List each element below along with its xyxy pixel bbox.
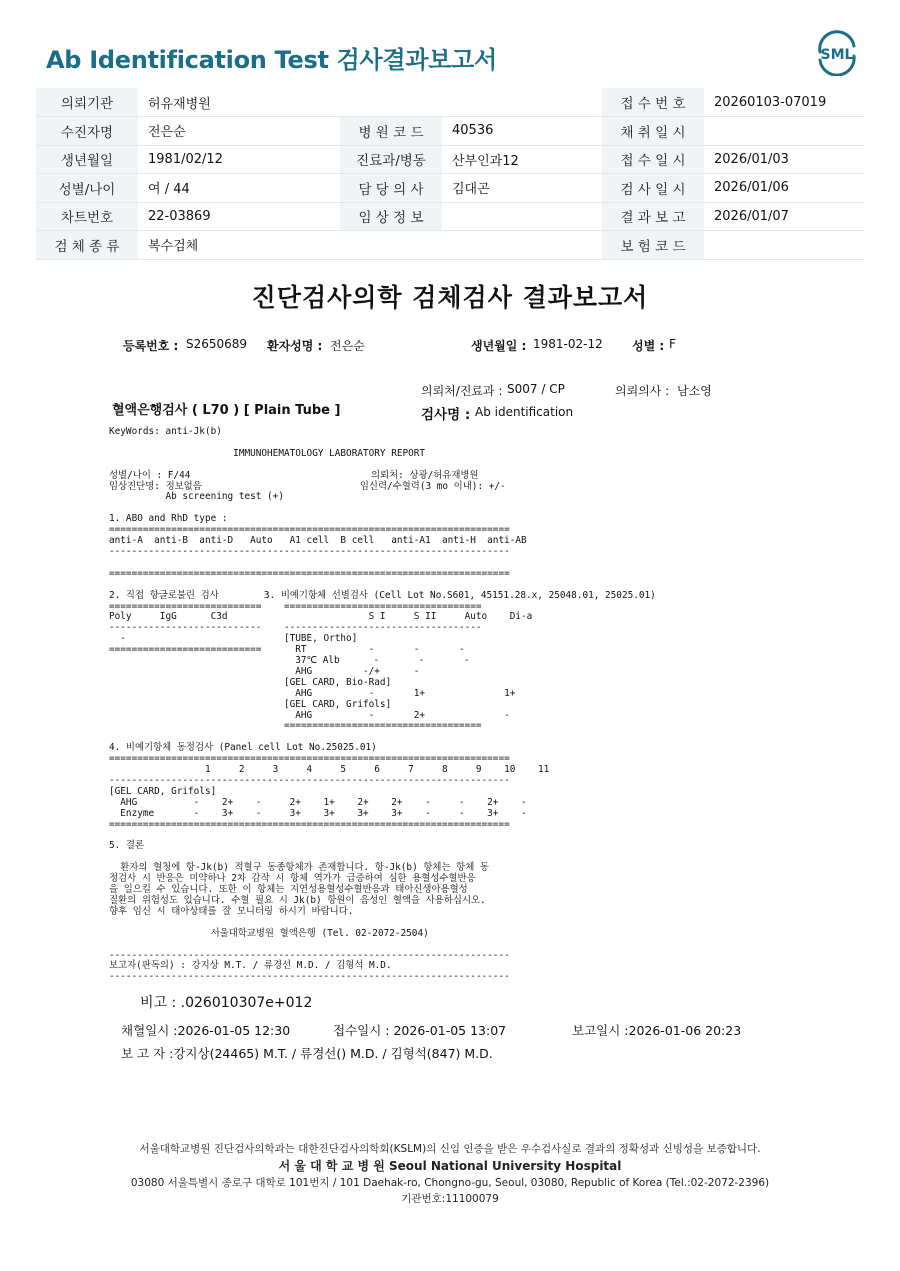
reporter-value: 강지상(24465) M.T. / 류경선() M.D. / 김형석(847) M.D. bbox=[173, 1046, 493, 1061]
collected-label: 채혈일시 : bbox=[121, 1023, 178, 1038]
info-value: 여 / 44 bbox=[138, 174, 340, 203]
info-label: 검 사 일 시 bbox=[602, 174, 704, 203]
collected-value: 2026-01-05 12:30 bbox=[177, 1023, 291, 1038]
info-value bbox=[704, 117, 864, 146]
sml-logo bbox=[812, 30, 862, 76]
info-label: 결 과 보 고 bbox=[602, 202, 704, 231]
info-row bbox=[36, 88, 864, 117]
received-value: 2026-01-05 13:07 bbox=[393, 1023, 507, 1038]
footer-certification: 서울대학교병원 진단검사의학과는 대한진단검사의학회(KSLM)의 신임 인증을 받은 우수검사실로 결과의 정확성과 신빙성을 보증합니다. bbox=[139, 1143, 761, 1155]
info-value: 22-03869 bbox=[138, 202, 340, 231]
info-row bbox=[36, 202, 864, 231]
exam-name-value: Ab identification bbox=[475, 405, 574, 419]
info-value: 김대곤 bbox=[442, 174, 602, 203]
info-label: 수진자명 bbox=[36, 117, 138, 146]
footer-address: 03080 서울특별시 종로구 대학로 101번지 / 101 Daehak-ro, Chongno-gu, Seoul, 03080, Republic of Korea (Tel.:02-2072-2396) bbox=[130, 1177, 770, 1189]
info-value bbox=[442, 231, 602, 260]
info-row bbox=[36, 174, 864, 203]
info-label: 진료과/병동 bbox=[340, 145, 442, 174]
info-row bbox=[36, 145, 864, 174]
reported-value: 2026-01-06 20:23 bbox=[628, 1023, 742, 1038]
info-value: 전은순 bbox=[138, 117, 340, 146]
remark bbox=[140, 992, 312, 1012]
name-label: 환자성명 : bbox=[267, 339, 323, 353]
info-value: 2026/01/03 bbox=[704, 145, 864, 174]
info-label: 병 원 코 드 bbox=[340, 117, 442, 146]
doctor-label: 의뢰의사 : bbox=[615, 384, 670, 398]
remark-label: 비고 : bbox=[140, 995, 177, 1011]
patient-info-table bbox=[36, 88, 864, 260]
info-label: 생년월일 bbox=[36, 145, 138, 174]
sex-value: F bbox=[669, 337, 676, 351]
info-label: 접 수 일 시 bbox=[602, 145, 704, 174]
info-value: 2026/01/07 bbox=[704, 202, 864, 231]
info-value bbox=[442, 202, 602, 231]
collected-date bbox=[121, 1021, 290, 1039]
info-label: 접 수 번 호 bbox=[602, 88, 704, 117]
info-value: 20260103-07019 bbox=[704, 88, 864, 117]
footer-org-number: 기관번호:11100079 bbox=[401, 1193, 499, 1205]
info-row bbox=[36, 117, 864, 146]
dept-value: S007 / CP bbox=[507, 382, 565, 396]
info-label: 검 체 종 류 bbox=[36, 231, 138, 260]
info-label: 의뢰기관 bbox=[36, 88, 138, 117]
reported-label: 보고일시 : bbox=[572, 1023, 629, 1038]
reporter-label: 보 고 자 : bbox=[121, 1046, 174, 1061]
birth-label: 생년월일 : bbox=[471, 339, 527, 353]
info-label: 차트번호 bbox=[36, 202, 138, 231]
sex-label: 성별 : bbox=[632, 339, 665, 353]
lab-report-body: KeyWords: anti-Jk(b) IMMUNOHEMATOLOGY LABORATORY REPORT 성별/나이 : F/44 의뢰처: 상광/허유재병원 임상진단명: 정보없음 임신력/수혈력(3 mo 이내): +/- Ab screening test (+) 1. ABO and RhD type : ======================================================================= anti-A anti-B anti-D Auto A1 cell B cell anti-A1 anti-H anti-AB ----------------------------------------------------------------------- ======================================================================= 2. 직접 항글로불린 검사 3. 비예기항체 선별검사 (Cell Lot No.S601, 45151.28.x, 25048.01, 25025.01) =========================== =================================== Poly IgG C3d S I S II Auto Di-a --------------------------- ----------------------------------- - [TUBE, Ortho] =========================== RT - - - 37℃ Alb - - - AHG -/+ - [GEL CARD, Bio-Rad] AHG - 1+ 1+ [GEL CARD, Grifols] AHG - 2+ - =================================== 4. 비예기항체 동정검사 (Panel cell Lot No.25025.01) ======================================================================= 1 2 3 4 5 6 7 8 9 10 11 ----------------------------------------------------------------------- [GEL CARD, Grifols] AHG - 2+ - 2+ 1+ 2+ 2+ - - 2+ - Enzyme - 3+ - 3+ 3+ 3+ 3+ - - 3+ - ======================================================================= 5. 결론 환자의 혈청에 항-Jk(b) 적혈구 동종항체가 존재합니다. 항-Jk(b) 항체는 항체 동 정검사 시 반응은 미약하나 2차 감작 시 항체 역가가 급증하여 심한 용혈성수혈반응 을 일으킬 수 있습니다. 또한 이 항체는 지연성용혈성수혈반응과 태아신생아용혈성 질환의 위험성도 있습니다. 수혈 필요 시 Jk(b) 항원이 음성인 혈액을 사용하십시오. 향후 임신 시 태아상태를 잘 모니터링 하시기 바랍니다. 서울대학교병원 혈액은행 (Tel. 02-2072-2504) ----------------------------------------------------------------------- 보고자(판독의) : 강지상 M.T. / 류경선 M.D. / 김형석 M.D. ----------------------------------------------------------------------- bbox=[109, 426, 656, 983]
info-value: 허유재병원 bbox=[138, 88, 340, 117]
reporter bbox=[121, 1044, 493, 1062]
info-label: 담 당 의 사 bbox=[340, 174, 442, 203]
birth-value: 1981-02-12 bbox=[533, 337, 603, 351]
exam-title: 혈액은행검사 ( L70 ) [ Plain Tube ] bbox=[112, 403, 341, 418]
info-value bbox=[442, 88, 602, 117]
footer-hospital-name: 서 울 대 학 교 병 원 Seoul National University Hospital bbox=[278, 1159, 622, 1173]
doctor-value: 남소영 bbox=[677, 384, 712, 398]
reported-date bbox=[572, 1021, 741, 1039]
info-value: 복수검체 bbox=[138, 231, 340, 260]
report-heading: 진단검사의학 검체검사 결과보고서 bbox=[251, 283, 649, 312]
received-label: 접수일시 : bbox=[333, 1023, 390, 1038]
info-label: 성별/나이 bbox=[36, 174, 138, 203]
info-label: 임 상 정 보 bbox=[340, 202, 442, 231]
logo-text: SML bbox=[820, 47, 854, 63]
dept-label: 의뢰처/진료과 : bbox=[421, 384, 503, 398]
info-label: 채 취 일 시 bbox=[602, 117, 704, 146]
remark-value: .026010307e+012 bbox=[180, 995, 313, 1011]
received-date bbox=[333, 1021, 506, 1039]
info-value: 1981/02/12 bbox=[138, 145, 340, 174]
info-label bbox=[340, 231, 442, 260]
info-value: 2026/01/06 bbox=[704, 174, 864, 203]
info-value bbox=[704, 231, 864, 260]
reg-value: S2650689 bbox=[186, 337, 248, 351]
info-label bbox=[340, 88, 442, 117]
info-label: 보 험 코 드 bbox=[602, 231, 704, 260]
exam-name-label: 검사명 : bbox=[421, 407, 471, 423]
info-value: 산부인과12 bbox=[442, 145, 602, 174]
name-value: 전은순 bbox=[330, 339, 365, 353]
report-title: Ab Identification Test 검사결과보고서 bbox=[46, 46, 497, 74]
info-row bbox=[36, 231, 864, 260]
info-value: 40536 bbox=[442, 117, 602, 146]
reg-label: 등록번호 : bbox=[123, 339, 179, 353]
